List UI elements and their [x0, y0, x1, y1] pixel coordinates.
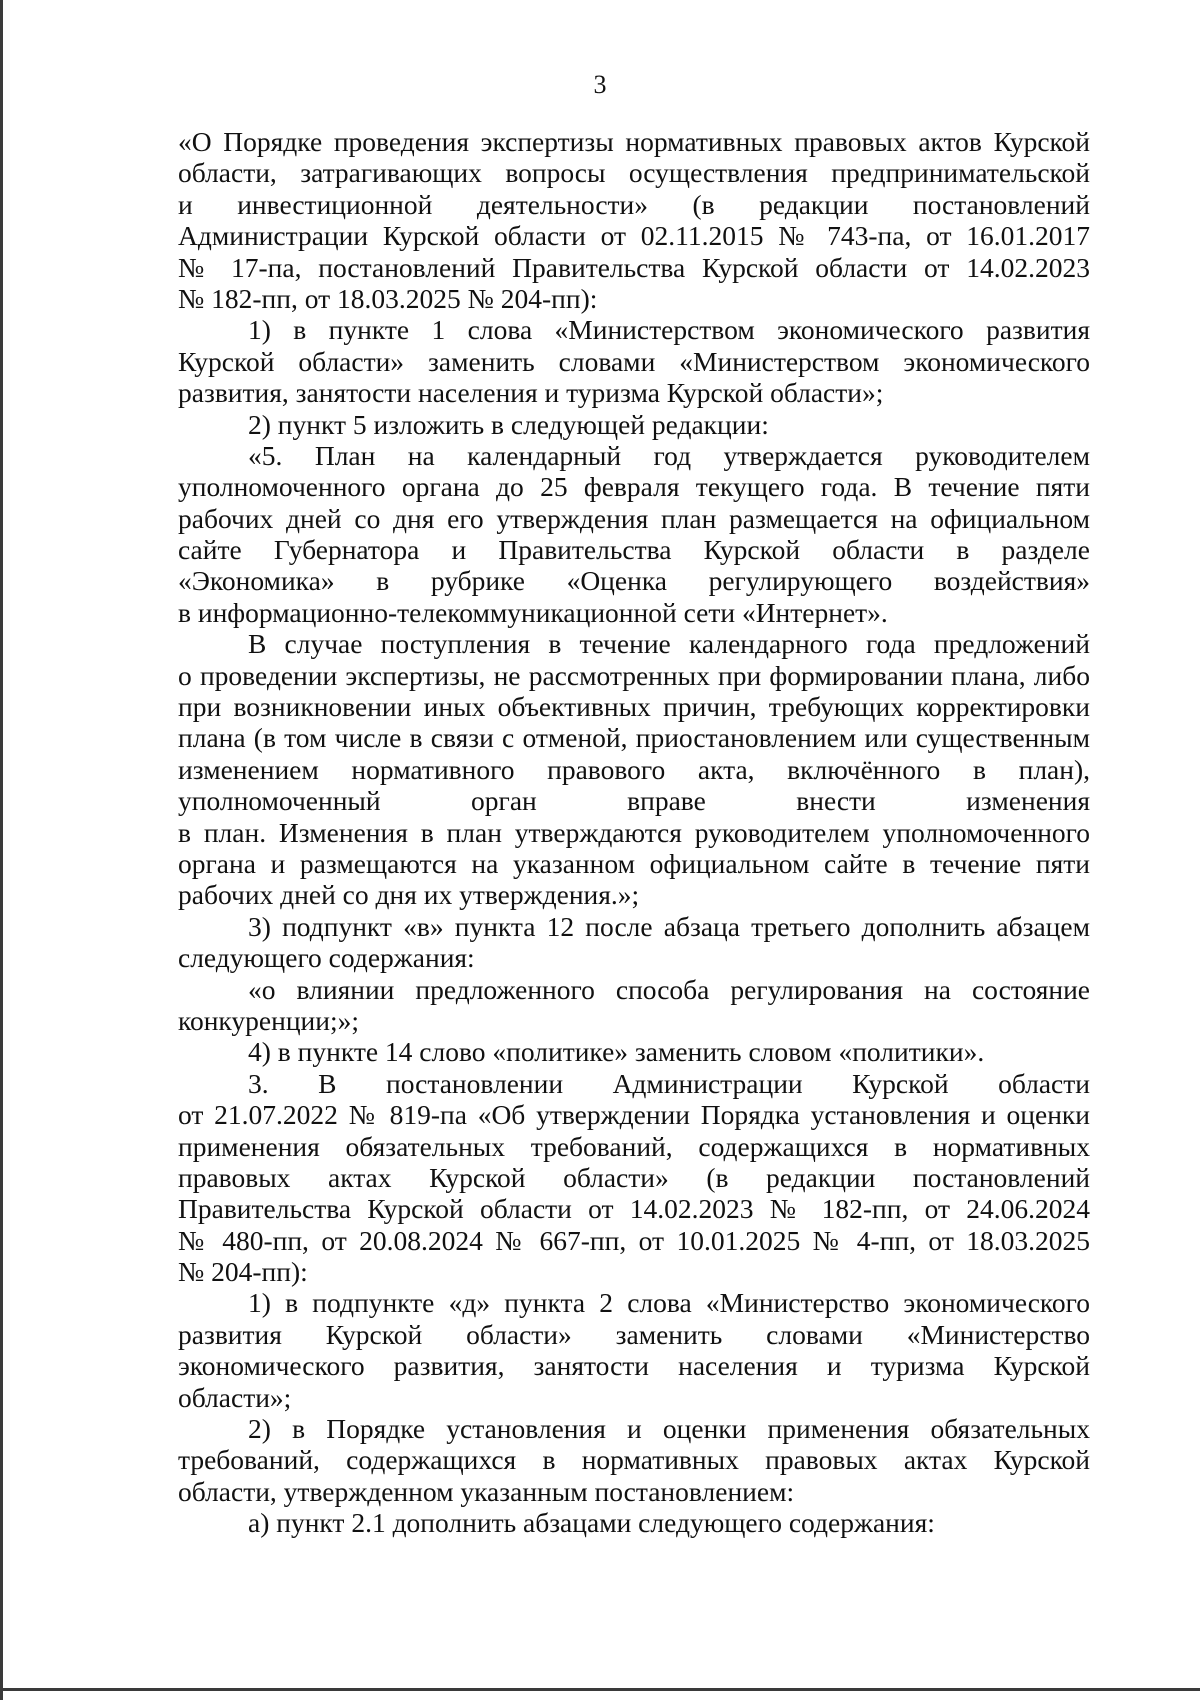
- text-line: В случае поступления в течение календарного года предложений: [248, 628, 1090, 660]
- text-line: экономического развития, занятости населения и туризма Курской: [178, 1350, 1090, 1382]
- text-line: Администрации Курской области от 02.11.2015 № 743-па, от 16.01.2017: [178, 220, 1090, 252]
- text-line: требований, содержащихся в нормативных правовых актах Курской: [178, 1444, 1090, 1476]
- text-line: № 480-пп, от 20.08.2024 № 667-пп, от 10.01.2025 № 4-пп, от 18.03.2025: [178, 1224, 1090, 1256]
- paragraph: [178, 628, 1090, 911]
- text-line: 1) в подпункте «д» пункта 2 слова «Министерство экономического: [248, 1287, 1090, 1319]
- text-line: конкуренции;»;: [178, 1004, 360, 1036]
- text-line: рабочих дней со дня их утверждения.»;: [178, 879, 640, 911]
- paragraph: [178, 974, 1090, 1037]
- paragraph: [178, 1507, 1090, 1538]
- text-line: изменением нормативного правового акта, включённого в план),: [178, 753, 1090, 785]
- text-line: уполномоченного органа до 25 февраля текущего года. В течение пяти: [178, 471, 1090, 503]
- text-line: «О Порядке проведения экспертизы нормативных правовых актов Курской: [178, 126, 1090, 157]
- scan-edge-bottom: [0, 1688, 1200, 1691]
- text-line: «о влиянии предложенного способа регулирования на состояние: [248, 973, 1090, 1005]
- text-line: «Экономика» в рубрике «Оценка регулирующего воздействия»: [178, 565, 1090, 597]
- text-line: плана (в том числе в связи с отменой, приостановлением или существенным: [178, 722, 1090, 754]
- text-line: а) пункт 2.1 дополнить абзацами следующего содержания:: [248, 1507, 935, 1539]
- text-line: № 17-па, постановлений Правительства Курской области от 14.02.2023: [178, 251, 1090, 283]
- paragraph: [178, 1036, 1090, 1067]
- text-line: 3. В постановлении Администрации Курской области: [248, 1067, 1090, 1099]
- text-line: 2) в Порядке установления и оценки применения обязательных: [248, 1413, 1090, 1445]
- text-line: 3) подпункт «в» пункта 12 после абзаца третьего дополнить абзацем: [248, 910, 1090, 942]
- text-line: сайте Губернатора и Правительства Курской области в разделе: [178, 534, 1090, 566]
- paragraph: [178, 911, 1090, 974]
- text-line: 1) в пункте 1 слова «Министерством экономического развития: [248, 314, 1090, 346]
- text-line: 2) пункт 5 изложить в следующей редакции:: [248, 408, 769, 440]
- text-line: № 204-пп):: [178, 1256, 308, 1288]
- text-line: области, утвержденном указанным постановлением:: [178, 1475, 795, 1507]
- text-line: от 21.07.2022 № 819-па «Об утверждении Порядка установления и оценки: [178, 1099, 1090, 1131]
- page-number: 3: [593, 70, 607, 99]
- paragraph: [178, 1287, 1090, 1413]
- paragraph: [178, 1413, 1090, 1507]
- document-body: [178, 126, 1090, 1539]
- paragraph: [178, 1068, 1090, 1288]
- text-line: № 182-пп, от 18.03.2025 № 204-пп):: [178, 282, 598, 314]
- text-line: в информационно-телекоммуникационной сети «Интернет».: [178, 596, 888, 628]
- text-line: в план. Изменения в план утверждаются руководителем уполномоченного: [178, 816, 1090, 848]
- paragraph: [178, 409, 1090, 440]
- paragraph: [178, 126, 1090, 314]
- text-line: и инвестиционной деятельности» (в редакции постановлений: [178, 188, 1090, 220]
- text-line: области»;: [178, 1381, 292, 1413]
- text-line: Курской области» заменить словами «Министерством экономического: [178, 345, 1090, 377]
- text-line: органа и размещаются на указанном официальном сайте в течение пяти: [178, 847, 1090, 879]
- text-line: уполномоченный орган вправе внести изменения: [178, 785, 1090, 817]
- text-line: о проведении экспертизы, не рассмотренных при формировании плана, либо: [178, 659, 1090, 691]
- text-line: правовых актах Курской области» (в редакции постановлений: [178, 1161, 1090, 1193]
- text-line: 4) в пункте 14 слово «политике» заменить словом «политики».: [248, 1036, 985, 1068]
- text-line: рабочих дней со дня его утверждения план размещается на официальном: [178, 502, 1090, 534]
- text-line: применения обязательных требований, содержащихся в нормативных: [178, 1130, 1090, 1162]
- paragraph: [178, 314, 1090, 408]
- text-line: области, затрагивающих вопросы осуществления предпринимательской: [178, 157, 1090, 189]
- text-line: следующего содержания:: [178, 942, 475, 974]
- paragraph: [178, 440, 1090, 628]
- text-line: при возникновении иных объективных причин, требующих корректировки: [178, 691, 1090, 723]
- text-line: развития, занятости населения и туризма Курской области»;: [178, 377, 884, 409]
- text-line: развития Курской области» заменить словами «Министерство: [178, 1318, 1090, 1350]
- scan-edge-left: [0, 0, 3, 1700]
- text-line: Правительства Курской области от 14.02.2023 № 182-пп, от 24.06.2024: [178, 1193, 1090, 1225]
- text-line: «5. План на календарный год утверждается руководителем: [248, 439, 1090, 471]
